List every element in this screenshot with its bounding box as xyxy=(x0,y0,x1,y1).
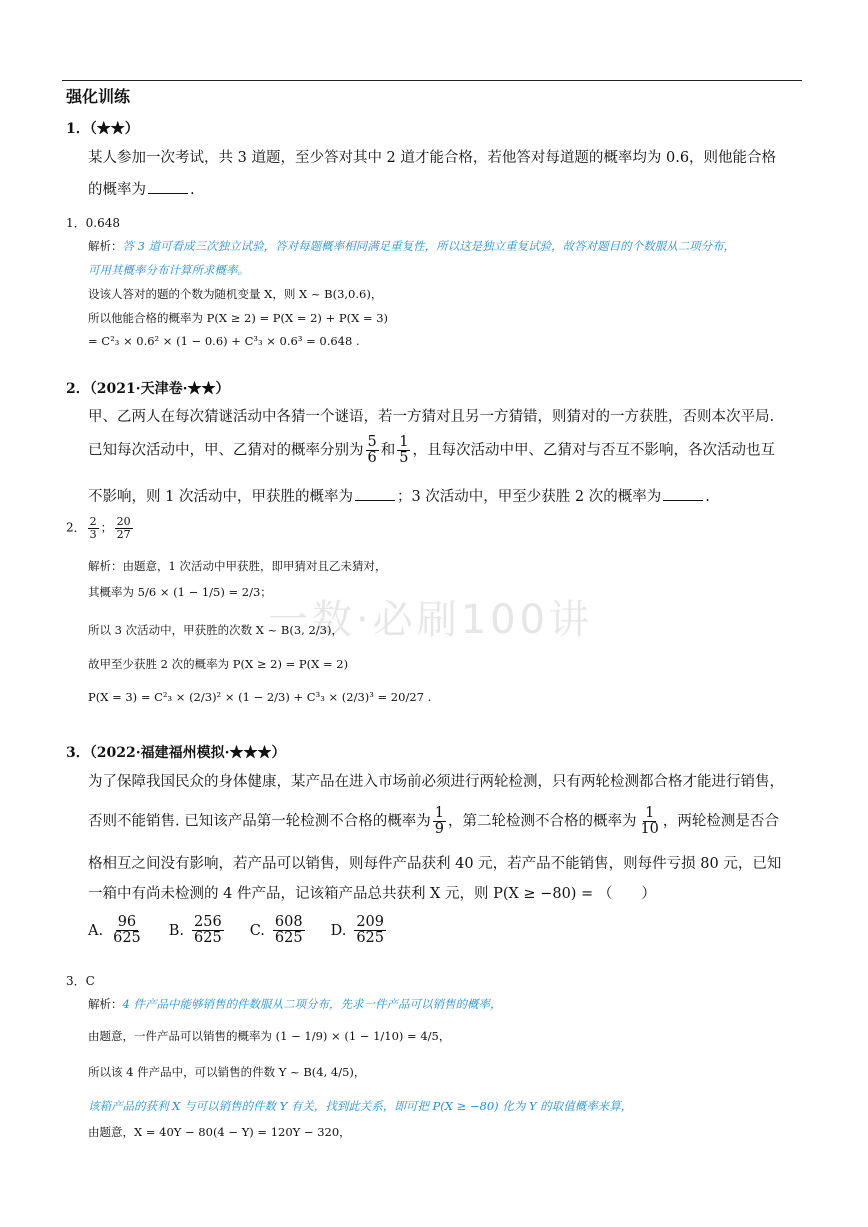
q2-text-line3: 不影响，则 1 次活动中，甲获胜的概率为 ；3 次活动中，甲至少获胜 2 次的概率为 . xyxy=(88,489,710,505)
q1-solution-line1 xyxy=(88,238,735,254)
q3-solution-line1 xyxy=(88,996,501,1012)
q3-choice-c-fraction: $\frac{608}{625}$ xyxy=(274,914,303,947)
q3-choice-a-label: A. xyxy=(88,922,104,939)
watermark: 一数·必刷100讲 xyxy=(268,597,594,643)
q2-solution-line2: 其概率为 5/6 × (1 − 1/5) = 2/3； xyxy=(88,585,272,599)
q3-choice-b-fraction: $\frac{256}{625}$ xyxy=(194,914,222,947)
q2-answer-sep: ； xyxy=(100,520,113,535)
q1-solution-hint2: 可用其概率分布计算所求概率。 xyxy=(88,263,249,277)
q3-text-line2 xyxy=(88,806,779,837)
q1-answer: 1．0.648 xyxy=(66,216,120,230)
q3-text-line1: 为了保障我国民众的身体健康，某产品在进入市场前必须进行两轮检测，只有两轮检测都合格才能进行销售， xyxy=(88,774,784,790)
q3-solution-line2: 由题意，一件产品可以销售的概率为 (1 − 1/9) × (1 − 1/10) = 4/5， xyxy=(88,1029,451,1043)
q1-text-line2: 的概率为 . xyxy=(88,182,195,198)
q3-solution-line5: 由题意，X = 40Y − 80(4 − Y) = 120Y − 320， xyxy=(88,1125,351,1139)
q3-choice-a[interactable] xyxy=(88,915,145,946)
q3-solution-hint4: 该箱产品的获利 X 与可以销售的件数 Y 有关，找到此关系，即可把 P(X ≥ −80) 化为 Y 的取值概率来算， xyxy=(88,1099,633,1113)
q2-text-line2b: ，且每次活动中甲、乙猜对与否互不影响，各次活动也互 xyxy=(412,442,775,459)
q2-and: 和 xyxy=(380,442,396,459)
q1-solution-label: 解析： xyxy=(88,239,123,253)
q3-fraction-2: $\frac{1}{10}$ xyxy=(640,805,659,838)
q2-blank-2 xyxy=(663,488,703,501)
q3-text-line2c: ，两轮检测是否合 xyxy=(662,813,779,830)
q3-text-line2b: ，第二轮检测不合格的概率为 xyxy=(447,813,637,830)
q3-choice-d-label: D. xyxy=(330,922,347,939)
q1-answer-blank xyxy=(148,181,188,194)
q2-solution-line4: 故甲至少获胜 2 次的概率为 P(X ≥ 2) = P(X = 2) xyxy=(88,657,349,671)
q2-fraction-2: $\frac{1}{5}$ xyxy=(399,434,409,467)
q3-choice-c-label: C. xyxy=(249,922,265,939)
q3-solution-line3: 所以该 4 件产品中，可以销售的件数 Y ~ B(4, 4/5)， xyxy=(88,1065,366,1079)
q2-answer-fraction-2: $\frac{20}{27}$ xyxy=(116,515,131,541)
q1-solution-line5: = C²₃ × 0.6² × (1 − 0.6) + C³₃ × 0.6³ = 0.648 . xyxy=(88,334,360,348)
q3-answer: 3．C xyxy=(66,974,95,988)
q2-answer-num: 2． xyxy=(66,520,86,535)
q3-choice-c[interactable] xyxy=(250,915,307,946)
section-title: 强化训练 xyxy=(66,87,131,106)
q3-text-line3: 格相互之间没有影响，若产品可以销售，则每件产品获利 40 元，若产品不能销售，则每件亏损 80 元，已知 xyxy=(88,856,782,872)
q2-solution-line5: P(X = 3) = C²₃ × (2/3)² × (1 − 2/3) + C³₃ × (2/3)³ = 20/27 . xyxy=(88,690,432,704)
q2-heading: 2．（2021·天津卷·★★） xyxy=(66,381,230,397)
q3-choice-b[interactable] xyxy=(169,915,226,946)
q1-solution-line4: 所以他能合格的概率为 P(X ≥ 2) = P(X = 2) + P(X = 3) xyxy=(88,311,389,325)
q1-text-line1: 某人参加一次考试，共 3 道题，至少答对其中 2 道才能合格，若他答对每道题的概率均为 0.6，则他能合格 xyxy=(88,150,777,166)
q2-solution-line3: 所以 3 次活动中，甲获胜的次数 X ~ B(3, 2/3)， xyxy=(88,623,343,637)
q3-solution-hint1: 4 件产品中能够销售的件数服从二项分布，先求一件产品可以销售的概率， xyxy=(122,997,502,1011)
q3-choices xyxy=(88,915,388,946)
q2-answer-fraction-1: $\frac{2}{3}$ xyxy=(89,515,97,541)
q3-choice-b-label: B. xyxy=(168,922,185,939)
q3-text-line2a: 否则不能销售. 已知该产品第一轮检测不合格的概率为 xyxy=(88,813,431,830)
q1-solution-hint1: 答 3 道可看成三次独立试验，答对每题概率相同满足重复性，所以这是独立重复试验，故答对题目的个数服从二项分布， xyxy=(122,239,736,253)
q3-heading: 3．（2022·福建福州模拟·★★★） xyxy=(66,745,286,761)
q3-text-line4: 一箱中有尚未检测的 4 件产品，记该箱产品总共获利 X 元，则 P(X ≥ −80) = （ ） xyxy=(88,886,656,902)
q2-answer xyxy=(66,516,135,540)
q3-choice-d-fraction: $\frac{209}{625}$ xyxy=(356,914,385,947)
header-rule xyxy=(62,80,802,81)
q2-text-line3b: ；3 次活动中，甲至少获胜 2 次的概率为 xyxy=(396,489,662,505)
q1-heading: 1．（★★） xyxy=(66,121,139,137)
q3-solution-label: 解析： xyxy=(88,997,123,1011)
q2-text-line3a: 不影响，则 1 次活动中，甲获胜的概率为 xyxy=(88,489,353,505)
q3-choice-d[interactable] xyxy=(331,915,388,946)
q1-text-line2-label: 的概率为 xyxy=(88,182,146,198)
q3-choice-a-fraction: $\frac{96}{625}$ xyxy=(113,914,141,947)
q2-text-line2 xyxy=(88,435,775,466)
q3-fraction-1: $\frac{1}{9}$ xyxy=(434,805,444,838)
q2-blank-1 xyxy=(355,488,395,501)
q2-text-line1: 甲、乙两人在每次猜谜活动中各猜一个谜语，若一方猜对且另一方猜错，则猜对的一方获胜，否则本次平局. xyxy=(88,409,775,425)
q2-text-line2a: 已知每次活动中，甲、乙猜对的概率分别为 xyxy=(88,442,364,459)
q1-solution-line3: 设该人答对的题的个数为随机变量 X，则 X ~ B(3,0.6)， xyxy=(88,287,383,301)
q2-solution-line1: 解析：由题意，1 次活动中甲获胜，即甲猜对且乙未猜对， xyxy=(88,559,387,573)
q2-fraction-1: $\frac{5}{6}$ xyxy=(367,434,377,467)
